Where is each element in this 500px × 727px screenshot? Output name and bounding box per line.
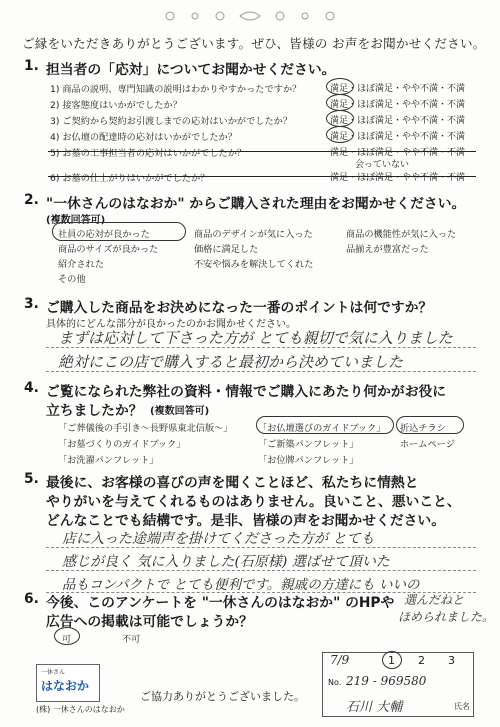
q1-item-4: 4) お仏壇の配達時の応対はいかがでしたか？ — [50, 132, 237, 143]
answer-circle — [326, 110, 354, 127]
q3-number: 3. — [24, 296, 39, 312]
customer-name: 石川 大輔 — [346, 700, 403, 715]
q1-item-2: 2) 接客態度はいかがでしたか？ — [50, 100, 182, 111]
q1-scale-2: 満足・ほぼ満足・やや不満・不満 — [330, 100, 466, 110]
q4-option-6: ホームページ — [400, 439, 455, 450]
q6-title-line-1: 今後、このアンケートを "一休さんのはなおか" のHPや — [46, 595, 395, 611]
ruled-line — [46, 570, 476, 571]
q6-handwritten-1: 選んだねと — [404, 593, 465, 607]
q4-option-8: 「お位牌パンフレット」 — [258, 455, 359, 466]
q1-scale-4: 満足・ほぼ満足・やや不満・不満 — [330, 132, 466, 142]
decorative-ornament — [150, 6, 350, 26]
company-logo — [36, 664, 100, 702]
num-2: 2 — [418, 654, 425, 667]
answer-circle — [382, 651, 402, 669]
q3-title: ご購入した商品をお決めになった一番のポイントは何ですか？ — [46, 300, 433, 316]
q1-number: 1. — [24, 58, 39, 74]
q5-answer-line-1: 店に入った途端声を掛けてくださった方が とても — [62, 531, 375, 547]
q4-option-1: 「ご葬儀後の手引き～長野県東北信版～」 — [58, 423, 233, 434]
strike-line — [48, 176, 476, 177]
q1-not-met: 会っていない — [355, 160, 410, 170]
q2-option-1: 社員の応対が良かった — [58, 229, 150, 240]
q5-answer-line-2: 感じが良く 気に入りました(石原様) 選ばせて頂いた — [62, 554, 390, 570]
q4-option-4: 「お墓づくりのガイドブック」 — [58, 439, 186, 450]
q3-sub: 具体的にどんな部分が良かったのかお聞かせください。 — [46, 319, 296, 330]
q4-title-line-1: ご覧になられた弊社の資料・情報でご購入にあたり何かがお役に — [46, 384, 447, 400]
q1-scale-6: 満足・ほぼ満足・やや不満・不満 — [330, 173, 466, 183]
q2-option-8: 不安や悩みを解決してくれた — [194, 259, 314, 270]
answer-circle — [326, 94, 354, 111]
q2-option-2: 商品のデザインが気に入った — [194, 229, 313, 240]
q2-option-7: 紹介された — [58, 259, 104, 270]
num-1: 1 — [388, 654, 395, 667]
q2-option-6: 品揃えが豊富だった — [346, 244, 429, 255]
ruled-line — [46, 371, 476, 372]
q1-title: 担当者の「応対」についてお聞かせください。 — [46, 62, 336, 78]
ruled-line — [46, 347, 476, 348]
answer-circle — [326, 78, 354, 95]
date: 7/9 — [330, 653, 350, 667]
answer-circle — [396, 416, 464, 434]
q4-number: 4. — [24, 380, 39, 396]
strike-line — [48, 151, 476, 152]
q3-answer-line-2: 絶対にこの店で購入すると最初から決めていました — [58, 353, 404, 371]
q6-handwritten-2: ほめられました。 — [398, 610, 495, 624]
q1-scale-5: 満足・ほぼ満足・やや不満・不満 — [330, 148, 466, 158]
num-3: 3 — [448, 654, 455, 667]
name-label: 氏名 — [454, 702, 470, 711]
q5-title-line-2: やりがいを与えてくれるものはありません。良いこと、悪いこと、 — [46, 494, 461, 510]
no-value: 219 - 969580 — [346, 674, 427, 688]
ruled-line — [46, 547, 476, 548]
q5-answer-line-3: 品もコンパクトで とても便利です。親戚の方達にも いいの — [62, 577, 420, 593]
q1-item-6: 6) お墓の仕上がりはいかがでしたか？ — [50, 173, 210, 184]
logo-small-text: 一休さん — [41, 669, 66, 676]
q4-note: (複数回答可) — [150, 406, 210, 417]
company-name: (株) 一休さんのはなおか — [36, 705, 125, 714]
q2-title: "一休さんのはなおか" からご購入された理由をお聞かせください。 — [46, 196, 466, 212]
q2-option-4: 商品のサイズが良かった — [58, 244, 159, 255]
q2-option-5: 価格に満足した — [194, 244, 259, 255]
q4-option-3: 折込チラシ — [400, 423, 446, 434]
intro-text: ご縁をいただきありがとうございます。ぜひ、皆様の お声をお聞かせください。 — [22, 36, 486, 51]
logo-text: はなおか — [41, 679, 90, 693]
q1-item-1: 1) 商品の説明、専門知識の説明はわかりやすかったですか？ — [50, 84, 302, 95]
q6-option-yes: 可 — [62, 634, 72, 645]
answer-circle — [54, 627, 80, 645]
answer-circle — [326, 126, 354, 143]
answer-circle — [256, 416, 394, 434]
q5-number: 5. — [24, 471, 39, 487]
no-label: No. — [328, 678, 342, 687]
q5-title-line-1: 最後に、お客様の喜びの声を聞くことほど、私たちに情熱と — [46, 475, 419, 491]
q6-title-line-2: 広告への掲載は可能でしょうか？ — [46, 614, 253, 630]
q4-option-7: 「お洗濯パンフレット」 — [58, 455, 159, 466]
q6-number: 6. — [24, 591, 39, 607]
q1-scale-1: 満足・ほぼ満足・やや不満・不満 — [330, 84, 466, 94]
q2-number: 2. — [24, 192, 39, 208]
q2-note: (複数回答可) — [46, 215, 106, 226]
q4-option-2: 「お仏壇選びのガイドブック」 — [258, 423, 386, 434]
q1-item-3: 3) ご契約から契約お引渡しまでの応対はいかがでしたか？ — [50, 116, 293, 127]
answer-circle — [52, 222, 186, 241]
q4-option-5: 「ご新築パンフレット」 — [258, 439, 359, 450]
q5-title-line-3: どんなことでも結構です。是非、皆様の声をお聞かせください。 — [46, 513, 446, 529]
q2-option-9: その他 — [58, 274, 86, 285]
q3-answer-line-1: まずは応対して下さった方が とても親切で気に入りました — [58, 329, 453, 347]
q2-option-3: 商品の機能性が気に入った — [346, 229, 457, 240]
q4-title-line-2: 立ちましたか？ — [46, 403, 143, 419]
q6-option-no: 不可 — [122, 634, 141, 645]
q1-scale-3: 満足・ほぼ満足・やや不満・不満 — [330, 116, 466, 126]
thanks-text: ご協力ありがとうございました。 — [140, 690, 305, 703]
q1-item-5: 5) お墓の工事担当者の応対はいかがでしたか？ — [50, 148, 247, 159]
